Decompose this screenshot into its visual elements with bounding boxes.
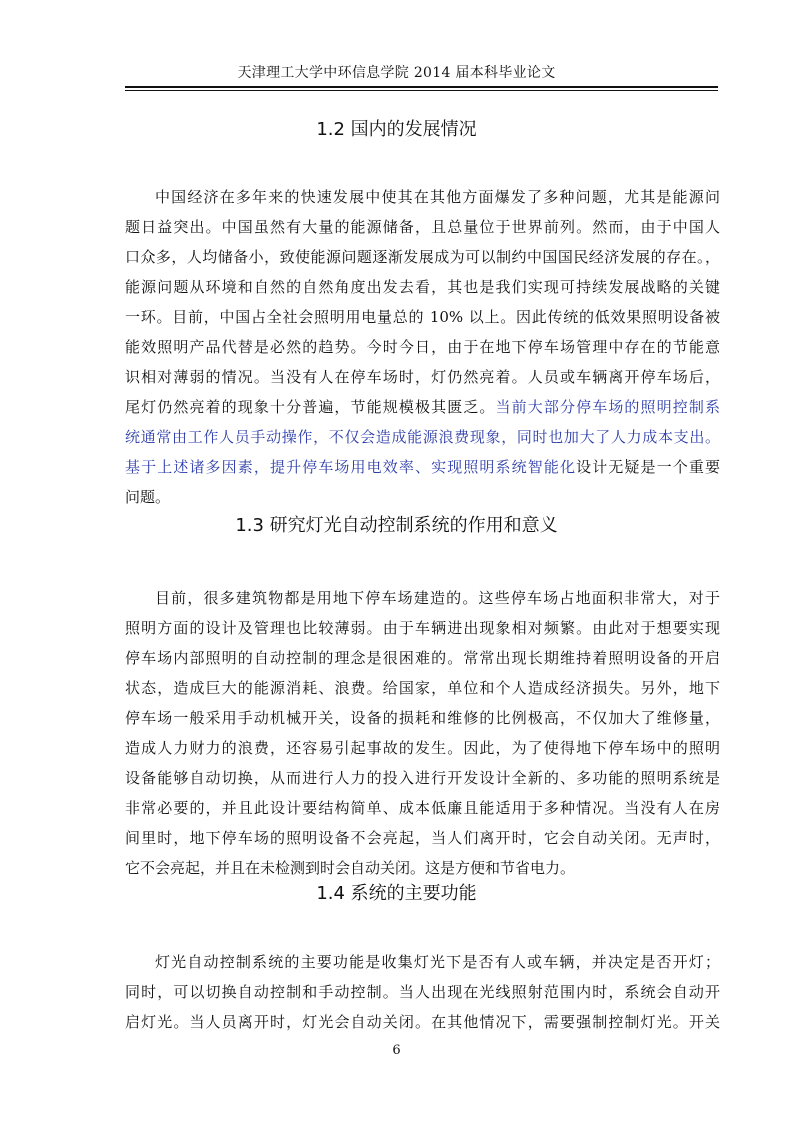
text-line: 非常必要的，并且此设计要结构简单、成本低廉且能适用于多种情况。当没有人在房	[125, 799, 720, 817]
section-1-4-paragraph	[125, 947, 720, 1037]
text-line	[125, 452, 720, 482]
section-1-2-paragraph	[125, 182, 720, 512]
normal-text: 设计无疑是一个重要	[576, 458, 720, 476]
highlighted-text-line: 统通常由工作人员手动操作，不仅会造成能源浪费现象，同时也加大了人力成本支出。	[125, 428, 720, 446]
text-line: 设备能够自动切换，从而进行人力的投入进行开发设计全新的、多功能的照明系统是	[125, 769, 720, 787]
highlighted-text: 基于上述诸多因素，提升停车场用电效率、实现照明系统智能化	[125, 458, 577, 476]
text-line: 照明方面的设计及管理也比较薄弱。由于车辆进出现象相对频繁。由此对于想要实现	[125, 619, 720, 637]
header-rule-thin	[125, 90, 718, 91]
section-heading-1-2: 1.2 国内的发展情况	[316, 119, 477, 140]
text-line: 识相对薄弱的情况。当没有人在停车场时，灯仍然亮着。人员或车辆离开停车场后，	[125, 368, 720, 386]
highlighted-text: 当前大部分停车场的照明控制系	[495, 398, 720, 416]
text-line: 间里时，地下停车场的照明设备不会亮起，当人们离开时，它会自动关闭。无声时，	[125, 829, 720, 847]
running-header: 天津理工大学中环信息学院 2014 届本科毕业论文	[237, 65, 556, 81]
text-line: 一环。目前，中国占全社会照明用电量总的 10% 以上。因此传统的低效果照明设备被	[125, 308, 720, 326]
text-line: 停车场一般采用手动机械开关，设备的损耗和维修的比例极高，不仅加大了维修量，	[125, 709, 720, 727]
text-line: 中国经济在多年来的快速发展中使其在其他方面爆发了多种问题，尤其是能源问	[155, 188, 720, 206]
text-line: 口众多，人均储备小，致使能源问题逐渐发展成为可以制约中国国民经济发展的存在。，	[125, 248, 720, 266]
text-line: 启灯光。当人员离开时，灯光会自动关闭。在其他情况下，需要强制控制灯光。开关	[125, 1013, 720, 1031]
text-line: 问题。	[125, 488, 171, 506]
text-line: 状态，造成巨大的能源消耗、浪费。给国家，单位和个人造成经济损失。另外，地下	[125, 679, 720, 697]
section-1-3-paragraph	[125, 583, 720, 883]
section-heading-1-3: 1.3 研究灯光自动控制系统的作用和意义	[235, 515, 558, 536]
text-line: 题日益突出。中国虽然有大量的能源储备，且总量位于世界前列。然而，由于中国人	[125, 218, 720, 236]
text-line: 能源问题从环境和自然的自然角度出发去看，其也是我们实现可持续发展战略的关键	[125, 278, 720, 296]
text-line: 停车场内部照明的自动控制的理念是很困难的。常常出现长期维持着照明设备的开启	[125, 649, 720, 667]
text-line	[125, 392, 720, 422]
text-line: 目前，很多建筑物都是用地下停车场建造的。这些停车场占地面积非常大，对于	[155, 589, 720, 607]
header-rule-thick	[125, 86, 718, 88]
text-line: 灯光自动控制系统的主要功能是收集灯光下是否有人或车辆，并决定是否开灯；	[155, 953, 720, 971]
text-line: 它不会亮起，并且在未检测到时会自动关闭。这是方便和节省电力。	[125, 859, 576, 877]
normal-text: 尾灯仍然亮着的现象十分普遍，节能规模极其匮乏。	[125, 398, 496, 416]
text-line: 造成人力财力的浪费，还容易引起事故的发生。因此，为了使得地下停车场中的照明	[125, 739, 720, 757]
text-line: 能效照明产品代替是必然的趋势。今时今日，由于在地下停车场管理中存在的节能意	[125, 338, 720, 356]
page-number: 6	[392, 1043, 401, 1058]
section-heading-1-4: 1.4 系统的主要功能	[316, 883, 477, 904]
text-line: 同时，可以切换自动控制和手动控制。当人出现在光线照射范围内时，系统会自动开	[125, 983, 720, 1001]
